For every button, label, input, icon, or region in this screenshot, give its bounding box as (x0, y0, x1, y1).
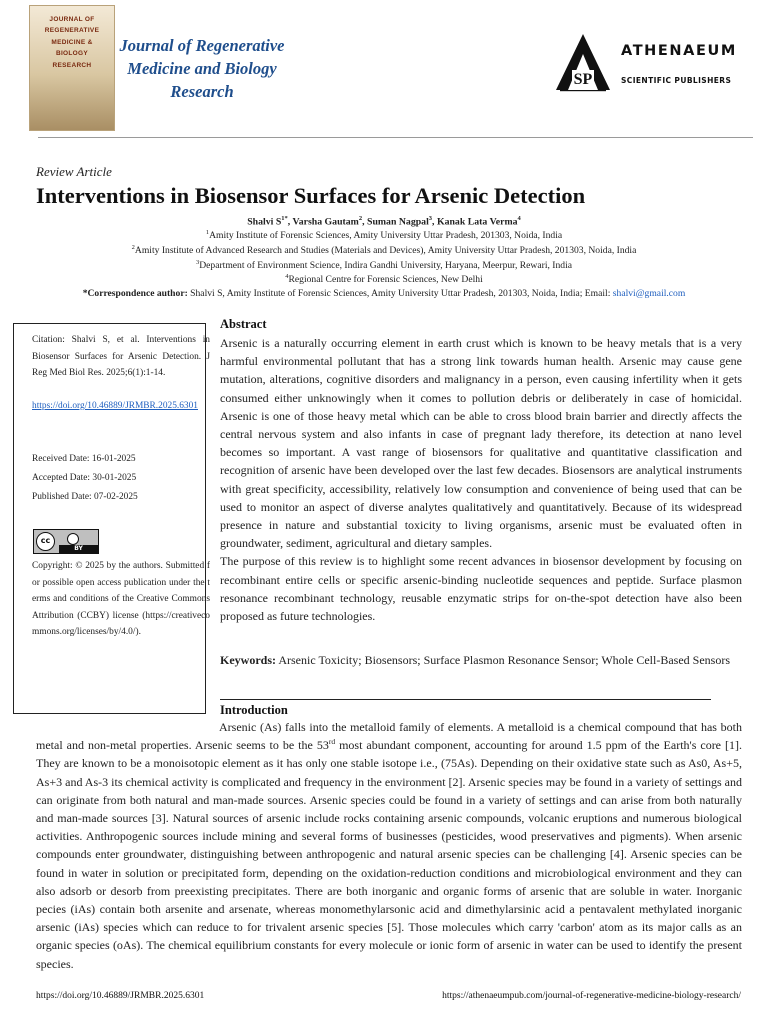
doi-container (32, 398, 210, 415)
cover-line: JOURNAL OF (49, 16, 95, 23)
footer-url[interactable]: https://athenaeumpub.com/journal-of-regenerative-medicine-biology-research/ (442, 991, 741, 1001)
correspondence-email-link[interactable]: shalvi@gmail.com (612, 288, 686, 299)
abstract-paragraph: The purpose of this review is to highlight some recent advances in biosensor development by focusing on recombinant entire cells or specific arsenic-binding nucleotide sequences and peptide. Surface plasmon resonance recombinant technology, reusable enzymatic strips for on-the-spot detection have also been proposed as future technologies. (220, 554, 742, 624)
cover-line: BIOLOGY (55, 50, 89, 58)
article-title: Interventions in Biosensor Surfaces for Arsenic Detection (36, 183, 586, 208)
received-date: Received Date: 16-01-2025 (32, 454, 136, 464)
publisher-logo-icon (552, 32, 614, 92)
affiliation-sup: 2 (131, 244, 135, 251)
author-sup: 3 (428, 215, 433, 222)
author-name: Shalvi S (247, 216, 282, 228)
doi-link[interactable]: https://doi.org/10.46889/JRMBR.2025.6301 (32, 401, 198, 411)
citation-sidebar (13, 323, 210, 714)
publisher-subtitle: SCIENTIFIC PUBLISHERS (621, 76, 732, 85)
cover-title (34, 14, 110, 71)
author-sup: 4 (517, 215, 521, 222)
affiliation-sup: 4 (285, 273, 289, 280)
cover-line: MEDICINE & (51, 38, 93, 46)
keywords (220, 651, 742, 669)
intro-text: most abundant component, accounting for around 1.5 ppm of the Earth's core [1]. They are known to be a monoisotopic element as it has only one stable isotope i.e., (75As). Depending on their oxidative state such as As0, As+5, As+3 and As-3 its chemical activity is complicated and frequency in the environment [2]. Arsenic species may be found in a variety of settings and can originate from both natural and man-made sources. Arsenic species could be found in a variety of settings and can arise from both naturally and man-made sources [3]. Natural sources of arsenic include rocks containing arsenic compounds, volcanic eruptions and numerous biological activities. Anthropogenic sources include mining and several forms of businesses (pesticides, wood preservatives and pigments). When arsenic compounds enter groundwater, distinguishing between anthropogenic and natural arsenic species can be challenging [4]. Arsenic species can be found in water in solution or precipitated form, depending on the oxidation-reduction conditions and microbiological environment and they can also adsorb or desorb from preexisting precipitates. There are both inorganic and organic forms of arsenic that are soluble in water. Inorganic pecies (iAs) contain both arsenite and arsenate, whereas monomethylarsonic acid and dimethylarsinic acid a pentavalent methylated inorganic arsenic (iAs) species which can reduce to for trivalent arsenic species [5]. Those molecules which carry 'carbon' atom as its major calls as an organic species (oAs). The chemical equilibrium constants for every molecule or ionic form of arsenic in water can be used to identify the present species. (36, 738, 742, 971)
correspondence (0, 288, 768, 299)
published-date: Published Date: 07-02-2025 (32, 492, 138, 502)
abstract-heading: Abstract (220, 317, 267, 331)
affiliation (0, 244, 768, 256)
accepted-date: Accepted Date: 30-01-2025 (32, 473, 137, 483)
author-sup: 2 (358, 215, 363, 222)
cover-line: REGENERATIVE (44, 27, 100, 35)
affiliation-text: Department of Environment Science, Indira Gandhi University, Haryana, Meerpur, Rewari, India (199, 260, 572, 272)
journal-title-line: Research (170, 82, 234, 101)
copyright-text: Copyright: © 2025 by the authors. Submitted for possible open access publication under the terms and conditions of the Creative Commons Attribution (CCBY) license (https://creativecommons.org/licenses/by/4.0/). (32, 561, 210, 637)
author-list: Shalvi $S^{1*}$, Varsha Gautam$^2$, Suman Nagpal$^3$, Kanak Lata Verma$^4$ (247, 215, 521, 228)
abstract-paragraph: Arsenic is a naturally occurring element in earth crust which is known to be heavy metals that is a very harmful environmental pollutant that has a strong link towards human health. Arsenic may cause gene mutation, alterations, cognitive disorders and malignancy in a person, even causing infertility when it gets consumed either unknowingly when it comes to pollution debris or deliberately in case of homicidal. Arsenic is one of those heavy metal which can be able to cross blood brain barrier and directly affects the central nervous system and also infants in case of pregnant lady therefore, its detection at nano level becomes so important. A vast range of biosensors for qualitative and quantitative classification and recognition of arsenic have been developed over the last few decades. Biosensors are analytical instruments with great specificity, accessibility, relatively low consumption and convenience of being used that can be used to monitor an aspect of diverse analytes qualitatively and quantitatively. Because of its widespread presence in nature and substantial toxicity to living organisms, arsenic must be evaluated often in groundwater, sediment, agricultural and dietary samples. (220, 336, 742, 551)
intro-sup: rd (328, 737, 336, 747)
cc-circle: cc (36, 532, 55, 551)
journal-cover-image (29, 5, 115, 131)
affiliation-text: Amity Institute of Advanced Research and Studies (Materials and Devices), Amity University Uttar Pradesh, 201303, Noida, India (134, 245, 637, 257)
introduction-heading: Introduction (220, 703, 288, 717)
journal-title-line: Journal of Regenerative (119, 36, 285, 55)
affiliation (0, 259, 768, 271)
citation-text: Citation: Shalvi S, et al. Interventions in Biosensor Surfaces for Arsenic Detection. J Reg Med Biol Res. 2025;6(1):1-14. (32, 335, 210, 378)
cover-line: RESEARCH (52, 61, 92, 69)
correspondence-text: Shalvi S, Amity Institute of Forensic Sciences, Amity University Uttar Pradesh, 201303, Noida, India; Email: (187, 288, 613, 299)
author-name: Varsha Gautam (292, 216, 359, 228)
author-name: Suman Nagpal (367, 216, 429, 228)
header-divider (38, 137, 753, 138)
by-label: BY (59, 545, 98, 553)
section-divider (220, 699, 711, 700)
article-type: Review Article (36, 164, 112, 179)
affiliation-sup: 1 (205, 229, 210, 236)
person-icon (67, 533, 79, 545)
journal-title (116, 34, 288, 103)
keywords-text: Arsenic Toxicity; Biosensors; Surface Plasmon Resonance Sensor; Whole Cell-Based Sensors (276, 653, 730, 667)
logo-letters: SP (573, 71, 593, 88)
affiliation-sup: 3 (195, 259, 200, 266)
affiliation (0, 229, 768, 241)
author-name: Kanak Lata Verma (436, 216, 518, 228)
cc-by-license-icon (33, 529, 99, 554)
publisher-name: ATHENAEUM (621, 43, 737, 59)
journal-title-line: Medicine and Biology (127, 59, 277, 78)
footer-doi[interactable]: https://doi.org/10.46889/JRMBR.2025.6301 (36, 991, 205, 1001)
affiliation-text: Regional Centre for Forensic Sciences, New Delhi (288, 274, 483, 286)
abstract-body (220, 334, 742, 625)
keywords-label: Keywords: (220, 653, 276, 667)
correspondence-label: *Correspondence author: (82, 288, 188, 299)
introduction-body (36, 718, 742, 973)
intro-text: Arsenic (As) falls into the metalloid family of elements. A metalloid is a chemical compound that has both metal and non-metal properties. Arsenic seems to be the 53 (36, 720, 742, 753)
author-sup: 1* (281, 215, 288, 222)
affiliation (0, 273, 768, 285)
affiliation-text: Amity Institute of Forensic Sciences, Amity University Uttar Pradesh, 201303, Noida, India (209, 230, 563, 242)
